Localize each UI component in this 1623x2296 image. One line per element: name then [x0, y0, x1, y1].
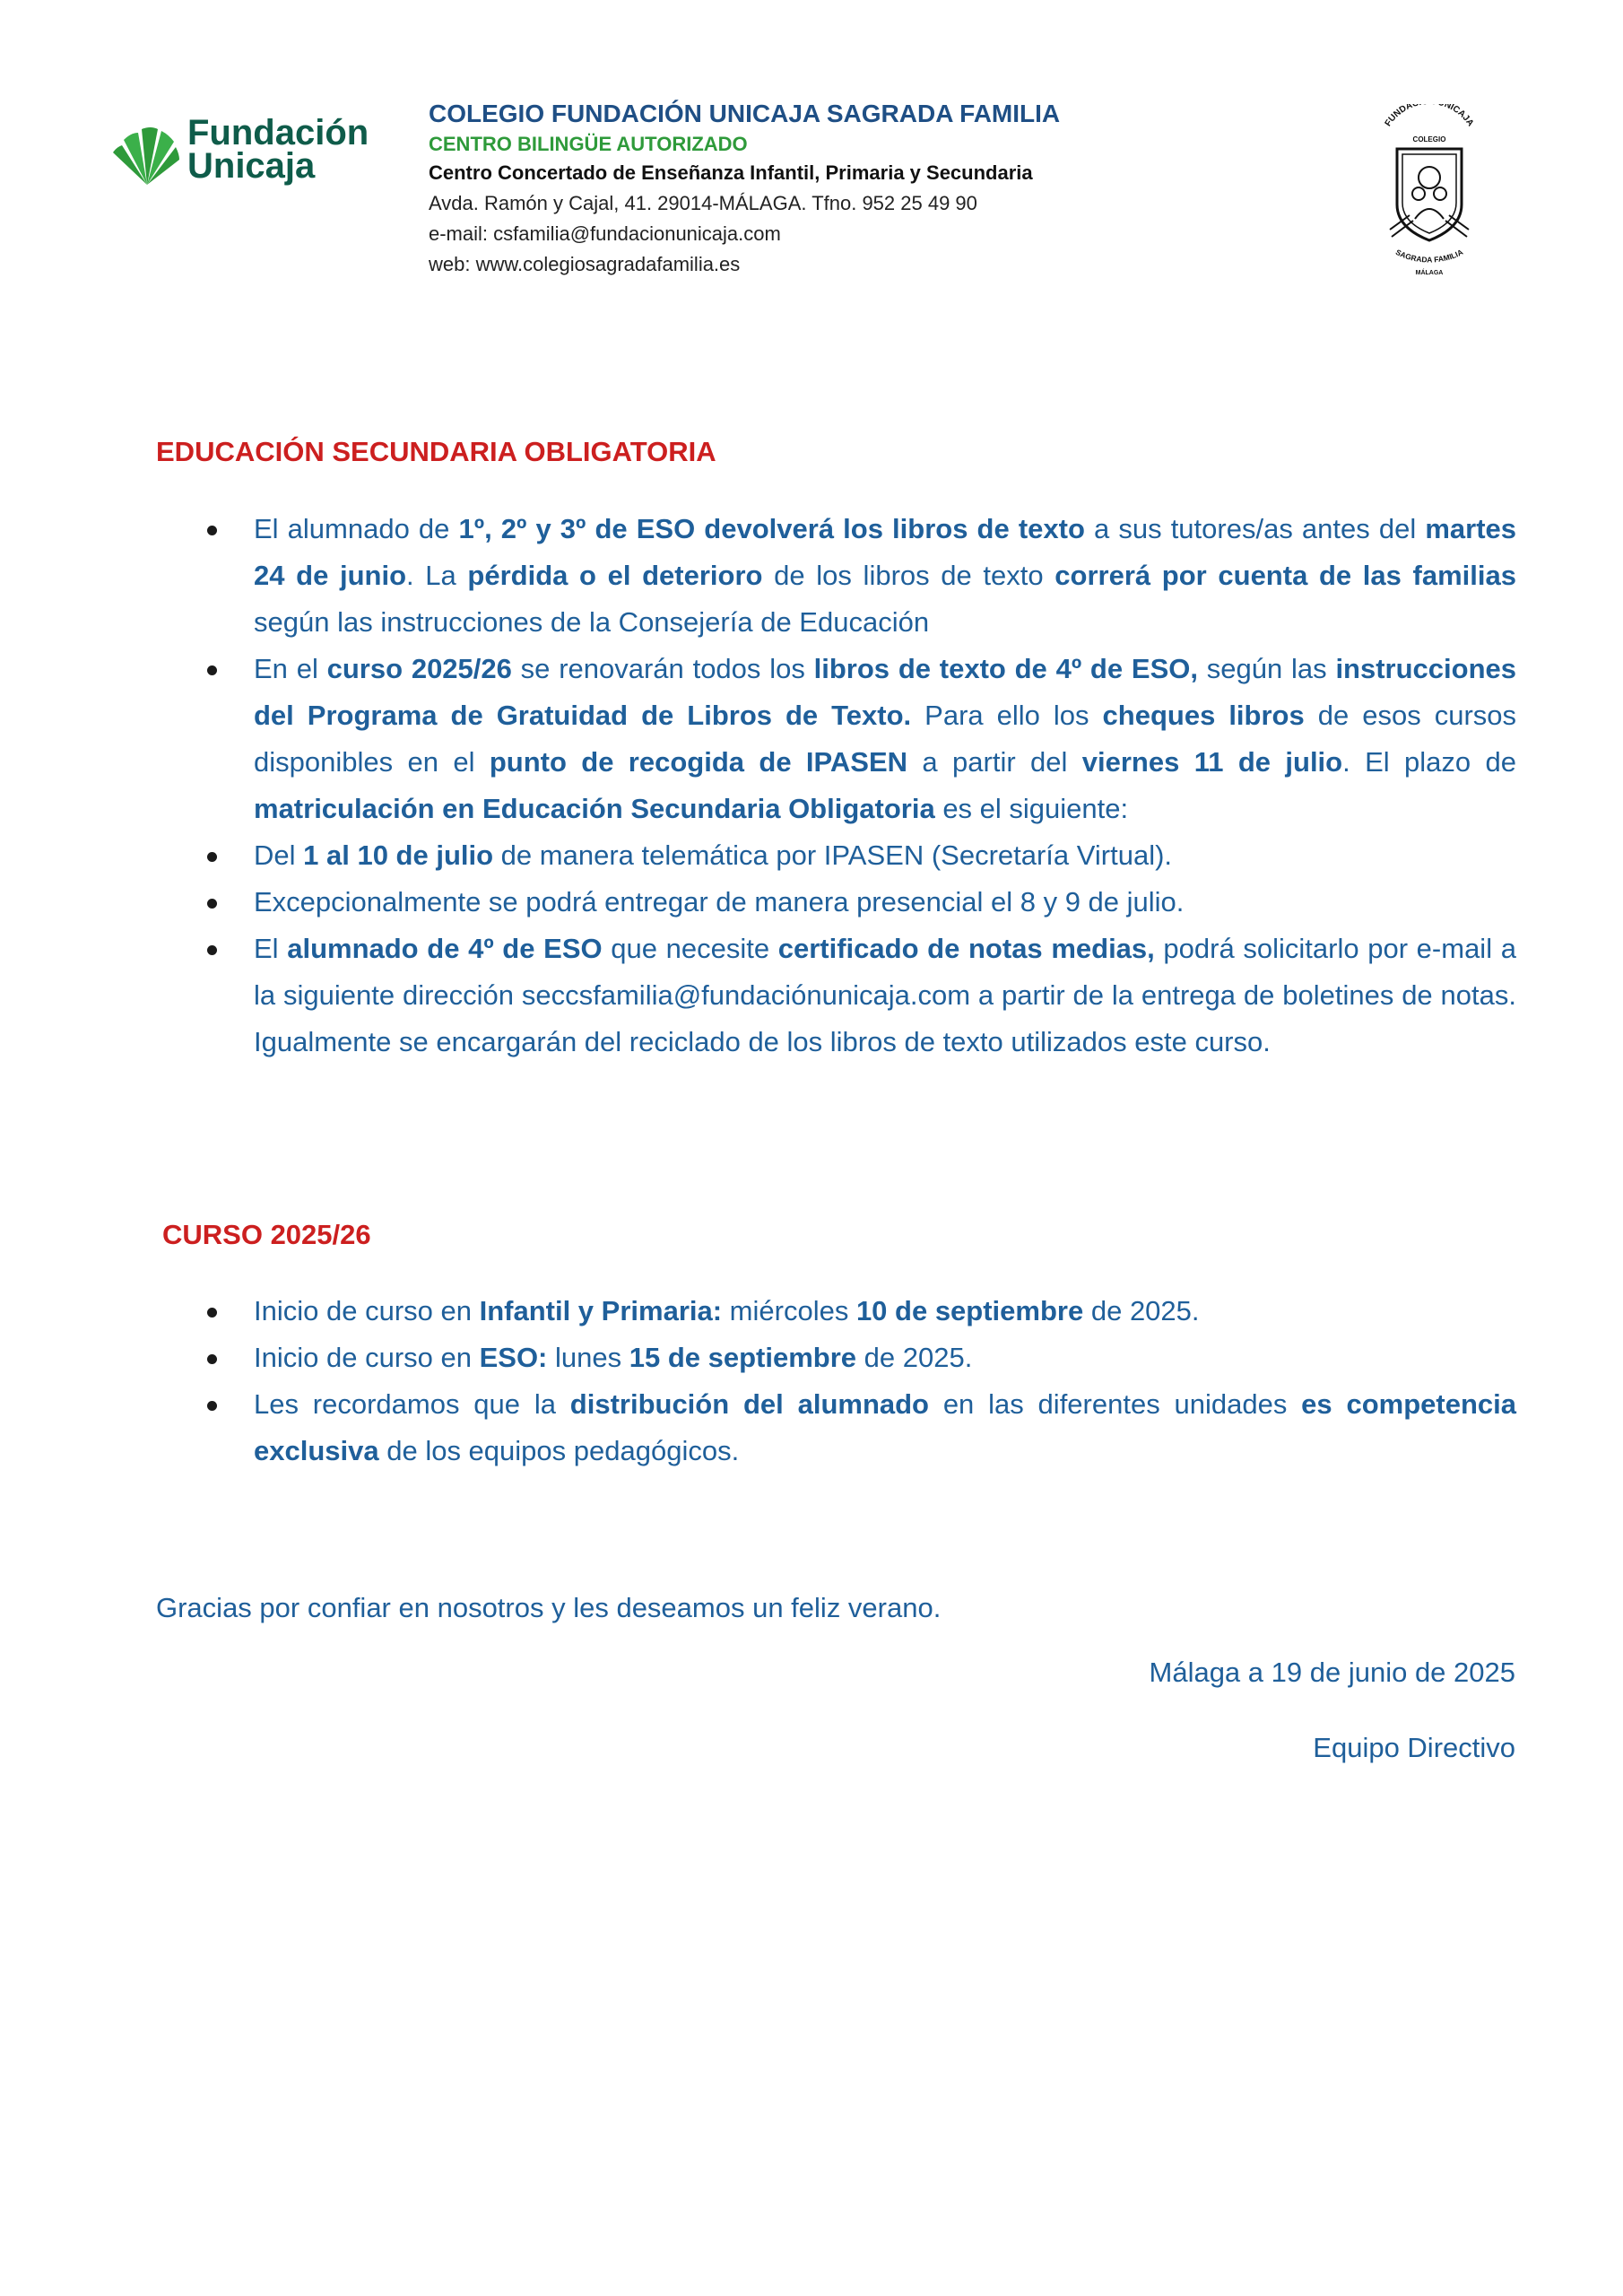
text-run: lunes — [547, 1342, 629, 1373]
eso-section-title: EDUCACIÓN SECUNDARIA OBLIGATORIA — [156, 436, 716, 467]
school-name: COLEGIO FUNDACIÓN UNICAJA SAGRADA FAMILIA — [429, 100, 1061, 127]
bullet-item — [254, 926, 1516, 1065]
thanks-message: Gracias por confiar en nosotros y les deseamos un feliz verano. — [156, 1592, 942, 1623]
fundacion-unicaja-logo — [111, 113, 371, 188]
bullet-item — [254, 879, 1516, 926]
bold-text: 15 de septiembre — [629, 1342, 857, 1373]
text-run: podrá solicitarlo por e-mail a la siguiente dirección seccsfamilia@fundaciónunicaja.com a partir de la entrega de boletines de notas. Igualmente se encargarán del reciclado de los libros de texto utilizados este curso. — [254, 933, 1516, 1057]
school-header — [429, 99, 1060, 280]
bullet-dot-icon — [207, 1354, 217, 1364]
signature: Equipo Directivo — [1313, 1732, 1515, 1763]
bullet-item — [254, 646, 1516, 832]
bold-text: 10 de septiembre — [855, 1295, 1084, 1326]
svg-text:SAGRADA FAMILIA — [1394, 248, 1464, 265]
eso-bullet-list — [254, 506, 1516, 1065]
bold-text: es competencia exclusiva — [254, 1388, 1516, 1466]
curso-bullet-list — [254, 1288, 1516, 1474]
bilingual-label: CENTRO BILINGÜE AUTORIZADO — [429, 133, 748, 155]
bold-text: certificado de notas medias, — [777, 933, 1155, 964]
text-run: de los libros de texto — [762, 560, 1055, 591]
text-run: de manera telemática por IPASEN (Secretaría Virtual). — [493, 839, 1173, 871]
text-run: miércoles — [722, 1295, 856, 1326]
text-run: en las diferentes unidades — [929, 1388, 1302, 1420]
text-run: a sus tutores/as antes del — [1084, 513, 1426, 544]
bold-text: distribución del alumnado — [569, 1388, 929, 1420]
text-run: Del — [254, 839, 304, 871]
bullet-item — [254, 1335, 1516, 1381]
bullet-dot-icon — [207, 1401, 217, 1411]
text-run: de esos cursos disponibles en el — [254, 700, 1517, 778]
text-run: . El plazo de — [1342, 746, 1516, 778]
text-run: Inicio de curso en — [254, 1342, 480, 1373]
school-web[interactable]: web: www.colegiosagradafamilia.es — [429, 253, 741, 275]
bold-text: matriculación en Educación Secundaria Obligatoria — [254, 793, 935, 824]
bold-text: viernes 11 de julio — [1081, 746, 1343, 778]
crest-city-text: MÁLAGA — [1415, 270, 1444, 276]
crest-colegio-text: COLEGIO — [1412, 135, 1446, 144]
bullet-item — [254, 832, 1516, 879]
bold-text: instrucciones del Programa de Gratuidad de Libros de Texto. — [254, 653, 1516, 731]
place-date: Málaga a 19 de junio de 2025 — [1149, 1657, 1515, 1688]
text-run: En el — [254, 653, 327, 684]
crest-bottom-text: SAGRADA FAMILIA — [1393, 247, 1465, 265]
school-email[interactable]: e-mail: csfamilia@fundacionunicaja.com — [429, 222, 781, 245]
school-address: Avda. Ramón y Cajal, 41. 29014-MÁLAGA. Tfno. 952 25 49 90 — [429, 192, 977, 214]
bold-text: curso 2025/26 — [326, 653, 512, 684]
crest-top-text: FUNDA NICAJA — [1383, 104, 1476, 129]
text-run: Para ello los — [911, 700, 1103, 731]
text-run: de 2025. — [856, 1342, 973, 1373]
text-run: Les recordamos que la — [254, 1388, 570, 1420]
logo-line-1: Fundación — [187, 113, 369, 152]
bold-text: libros de texto de 4º de ESO, — [813, 653, 1198, 684]
text-run: . La — [406, 560, 468, 591]
bold-text: martes 24 de junio — [254, 513, 1517, 591]
bullet-dot-icon — [207, 852, 217, 862]
crest-emblem-icon — [1374, 104, 1485, 282]
curso-section-title: CURSO 2025/26 — [162, 1219, 371, 1250]
text-run: es el siguiente: — [934, 793, 1129, 824]
bold-text: cheques libros — [1102, 700, 1305, 731]
text-run: según las — [1197, 653, 1336, 684]
text-run: Inicio de curso en — [254, 1295, 480, 1326]
bold-text: alumnado de 4º de ESO — [287, 933, 603, 964]
bullet-item — [254, 1288, 1516, 1335]
text-run: de 2025. — [1083, 1295, 1200, 1326]
text-run: según las instrucciones de la Consejería de Educación — [254, 606, 930, 638]
bullet-item — [254, 1381, 1516, 1474]
unicaja-fan-icon — [111, 120, 181, 187]
bullet-dot-icon — [207, 1308, 217, 1318]
text-run: Excepcionalmente se podrá entregar de manera presencial el 8 y 9 de julio. — [254, 886, 1185, 918]
bullet-dot-icon — [207, 526, 217, 535]
bold-text: 1 al 10 de julio — [303, 839, 494, 871]
text-run: El — [254, 933, 288, 964]
school-type: Centro Concertado de Enseñanza Infantil, Primaria y Secundaria — [429, 161, 1033, 184]
text-run: a partir del — [907, 746, 1082, 778]
svg-text:FUNDACIÓN UNICAJA — [1384, 104, 1476, 128]
bold-text: 1º, 2º y 3º de ESO devolverá los libros de texto — [458, 513, 1085, 544]
text-run: que necesite — [602, 933, 778, 964]
bullet-dot-icon — [207, 945, 217, 955]
text-run: se renovarán todos los — [511, 653, 814, 684]
text-run: de los equipos pedagógicos. — [378, 1435, 740, 1466]
bullet-dot-icon — [207, 899, 217, 909]
school-crest — [1374, 104, 1485, 282]
bold-text: Infantil y Primaria: — [479, 1295, 723, 1326]
bold-text: ESO: — [479, 1342, 548, 1373]
bullet-dot-icon — [207, 665, 217, 675]
bold-text: pérdida o el deterioro — [467, 560, 763, 591]
logo-line-2: Unicaja — [187, 146, 316, 186]
bold-text: punto de recogida de IPASEN — [489, 746, 908, 778]
bullet-item — [254, 506, 1516, 646]
bold-text: correrá por cuenta de las familias — [1055, 560, 1516, 591]
text-run: El alumnado de — [254, 513, 459, 544]
